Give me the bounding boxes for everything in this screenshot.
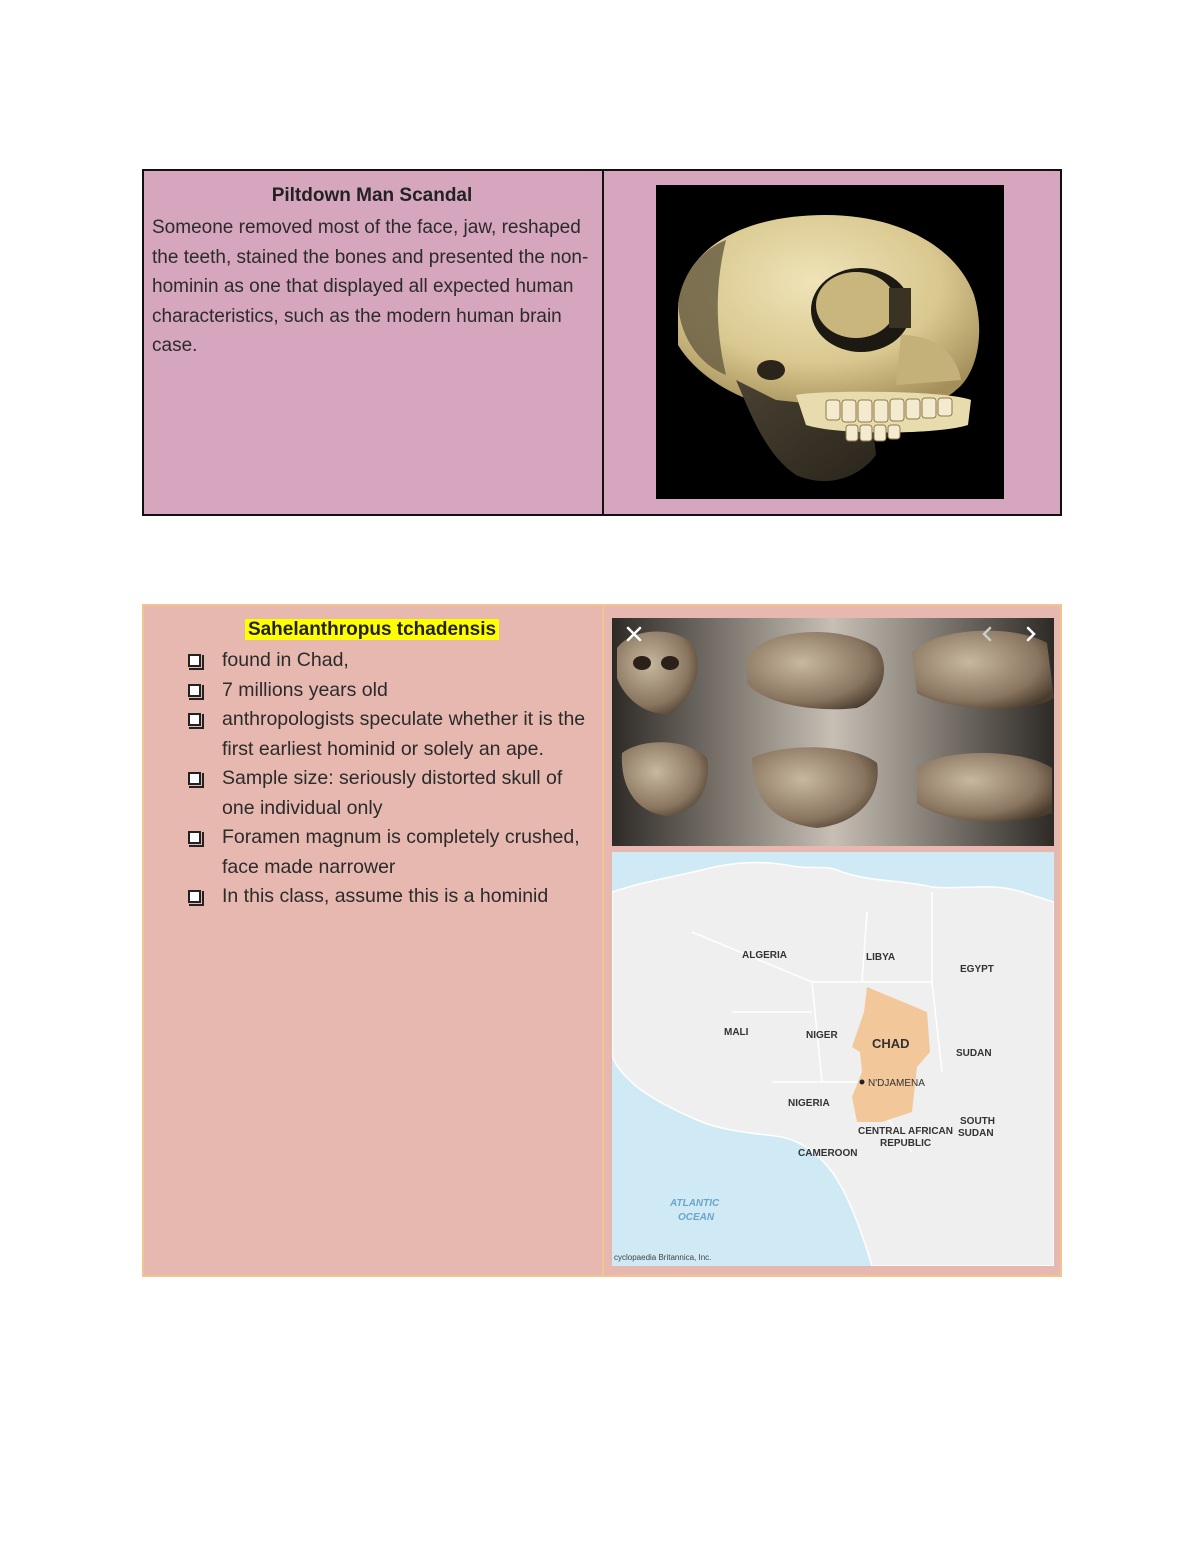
checkbox-bullet-icon [188, 772, 201, 785]
list-item [188, 764, 593, 823]
label-car-line2: REPUBLIC [880, 1138, 932, 1149]
list-item-text: anthropologists speculate whether it is the first earliest hominid or solely an ape. [222, 708, 586, 760]
facts-list [188, 646, 593, 912]
label-atlantic-line1: ATLANTIC [670, 1198, 720, 1209]
checkbox-bullet-icon [188, 831, 201, 844]
ndjamena-marker [860, 1080, 865, 1085]
list-item-text: Sample size: seriously distorted skull of one individual only [222, 767, 563, 819]
label-south-sudan-line1: SOUTH [960, 1116, 995, 1127]
label-libya: LIBYA [866, 952, 896, 963]
list-item [188, 676, 593, 706]
list-item-text: Foramen magnum is completely crushed, face made narrower [222, 826, 580, 878]
label-egypt: EGYPT [960, 964, 994, 975]
label-ndjamena: N'DJAMENA [868, 1078, 925, 1089]
sahelanthropus-card [142, 604, 1062, 1277]
checkbox-bullet-icon [188, 713, 201, 726]
label-car-line1: CENTRAL AFRICAN [858, 1126, 953, 1137]
piltdown-heading: Piltdown Man Scandal [271, 185, 473, 206]
label-niger: NIGER [806, 1030, 838, 1041]
column-divider [602, 171, 604, 514]
checkbox-bullet-icon [188, 684, 201, 697]
column-divider [602, 606, 604, 1275]
list-item-text: In this class, assume this is a hominid [222, 885, 549, 907]
map-credit: cyclopaedia Britannica, Inc. [614, 1253, 712, 1262]
sahelanthropus-fossil-photo [612, 618, 1054, 846]
label-mali: MALI [724, 1027, 749, 1038]
list-item-text: found in Chad, [222, 649, 349, 671]
label-nigeria: NIGERIA [788, 1098, 830, 1109]
label-chad: CHAD [872, 1036, 910, 1051]
piltdown-description: Someone removed most of the face, jaw, reshaped the teeth, stained the bones and presented the non-hominin as one that displayed all expected human characteristics, such as the modern human brain case. [152, 217, 589, 356]
label-south-sudan-line2: SUDAN [958, 1128, 994, 1139]
label-atlantic-line2: OCEAN [678, 1212, 715, 1223]
checkbox-bullet-icon [188, 890, 201, 903]
label-sudan: SUDAN [956, 1048, 992, 1059]
label-cameroon: CAMEROON [798, 1148, 858, 1159]
checkbox-bullet-icon [188, 654, 201, 667]
sahelanthropus-heading [144, 619, 600, 641]
list-item [188, 705, 593, 764]
africa-map [612, 852, 1054, 1266]
label-algeria: ALGERIA [742, 950, 787, 961]
piltdown-skull-photo [656, 185, 1004, 499]
highlighted-title: Sahelanthropus tchadensis [245, 619, 499, 640]
list-item-text: 7 millions years old [222, 678, 388, 701]
piltdown-card [142, 169, 1062, 516]
list-item [188, 882, 593, 912]
list-item [188, 646, 593, 676]
list-item [188, 823, 593, 882]
